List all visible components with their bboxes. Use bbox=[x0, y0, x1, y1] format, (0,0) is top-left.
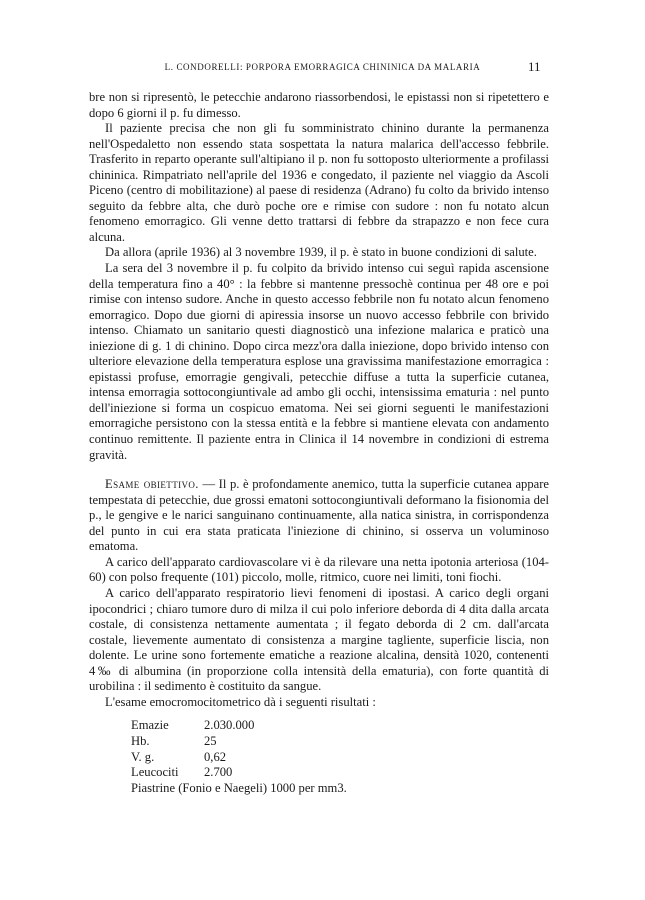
platelet-count: Piastrine (Fonio e Naegeli) 1000 per mm3. bbox=[131, 780, 347, 795]
running-head: L. CONDORELLI: PORPORA EMORRAGICA CHININICA DA MALARIA bbox=[164, 62, 481, 72]
paragraph-acute-episode: La sera del 3 novembre il p. fu colpito da brivido intenso cui seguì rapida ascensione della temperatura fino a 40° : la febbre si mantenne pressochè continua per 48 ore e poi rimise con intenso sudore. Anche in questo accesso febbrile non fu notato alcun fenomeno emorragico. Dopo due giorni di apiressia insorse un nuovo accesso febbrile con brivido intenso. Chiamato un sanitario questi diagnosticò una infezione malarica e praticò una iniezione di g. 1 di chinino. Dopo circa mezz'ora dalla iniezione, dopo brivido intenso con ulteriore elevazione della temperatura esplose una gravissima manifestazione emorragica : epistassi profuse, emorragie gengivali, petecchie diffuse a tutta la superficie cutanea, intensa emorragia sottocongiuntivale ad ambo gli occhi, intensissima ematuria : nel punto dell'iniezione si forma un cospicuo ematoma. Nei sei giorni seguenti le manifestazioni emorragiche persistono con la stessa entità e la febbre si mantiene elevata con andamento continuo remittente. Il paziente entra in Clinica il 14 novembre in condizioni di estrema gravità. bbox=[89, 261, 549, 462]
article-body bbox=[89, 90, 549, 796]
table-row bbox=[131, 765, 347, 781]
table-row bbox=[131, 718, 347, 734]
paragraph-good-health: Da allora (aprile 1936) al 3 novembre 1939, il p. è stato in buone condizioni di salute. bbox=[105, 245, 537, 260]
blood-value: 0,62 bbox=[204, 749, 227, 764]
page-header bbox=[0, 59, 645, 80]
paragraph-exam bbox=[89, 477, 549, 555]
paragraph-history: Il paziente precisa che non gli fu somministrato chinino durante la permanenza nell'Ospedaletto non essendo stata sospettata la natura malarica dell'accesso febbrile. Trasferito in reparto operante sull'altipiano il p. non fu sottoposto ulteriormente a profilassi chininica. Rimpatriato nell'aprile del 1936 e congedato, il paziente nel viaggio da Ascoli Piceno (centro di mobilitazione) al paese di residenza (Adrano) fu colto da brivido intenso seguito da febbre alta, che durò poche ore e rimise con sudore : non fu notato alcun fenomeno emorragico. Gli venne detto trattarsi di febbre da strapazzo e non fece cura alcuna. bbox=[89, 121, 549, 244]
paragraph-cardiovascular: A carico dell'apparato cardiovascolare vi è da rilevare una netta ipotonia arteriosa (104-60) con polso frequente (101) piccolo, molle, ritmico, cuore nei limiti, toni fiochi. bbox=[89, 554, 549, 585]
exam-heading: Esame obiettivo. bbox=[105, 477, 199, 492]
blood-label: Leucociti bbox=[131, 765, 179, 780]
exam-text: Il p. è profondamente anemico, tutta la superficie cutanea appare tempestata di petecchie, due grossi ematoni sottocongiuntivali deformano la fisionomia del p., le gengive e le narici sanguinano continuamente, alla natica sinistra, in corrispondenza del punto in cui era stata praticata l'iniezione di chinino, si osserva un voluminoso ematoma. bbox=[89, 477, 550, 554]
section-spacer bbox=[89, 463, 549, 477]
blood-label: V. g. bbox=[131, 749, 155, 764]
table-row bbox=[131, 750, 347, 766]
paragraph-respiratory: A carico dell'apparato respiratorio lievi fenomeni di ipostasi. A carico degli organi ipocondrici ; chiaro tumore duro di milza il cui polo inferiore deborda di 4 dita dalla arcata costale, di consistenza nettamente aumentata ; il fegato deborda di 2 cm. dall'arcata costale, lievemente aumentato di consistenza a margine tagliente, superficie liscia, non dolente. Le urine sono fortemente ematiche a reazione alcalina, densità 1020, contenenti 4‰ di albumina (in proporzione colla intensità della ematuria), con forte quantità di urobilina : il sedimento è costituito da sangue. bbox=[89, 585, 549, 694]
blood-value: 25 bbox=[204, 733, 217, 748]
blood-label: Emazie bbox=[131, 718, 169, 733]
table-row bbox=[131, 734, 347, 750]
blood-value: 2.030.000 bbox=[204, 718, 255, 733]
exam-dash: — bbox=[198, 477, 219, 492]
blood-label: Hb. bbox=[131, 733, 150, 748]
blood-count-table bbox=[131, 718, 347, 796]
blood-value: 2.700 bbox=[204, 765, 233, 780]
paragraph-continuation: bre non si ripresentò, le petecchie andarono riassorbendosi, le epistassi non si ripetettero e dopo 6 giorni il p. fu dimesso. bbox=[89, 90, 549, 120]
page-number: 11 bbox=[528, 59, 541, 74]
paragraph-blood-intro: L'esame emocromocitometrico dà i seguenti risultati : bbox=[105, 694, 376, 709]
table-row bbox=[131, 781, 347, 797]
